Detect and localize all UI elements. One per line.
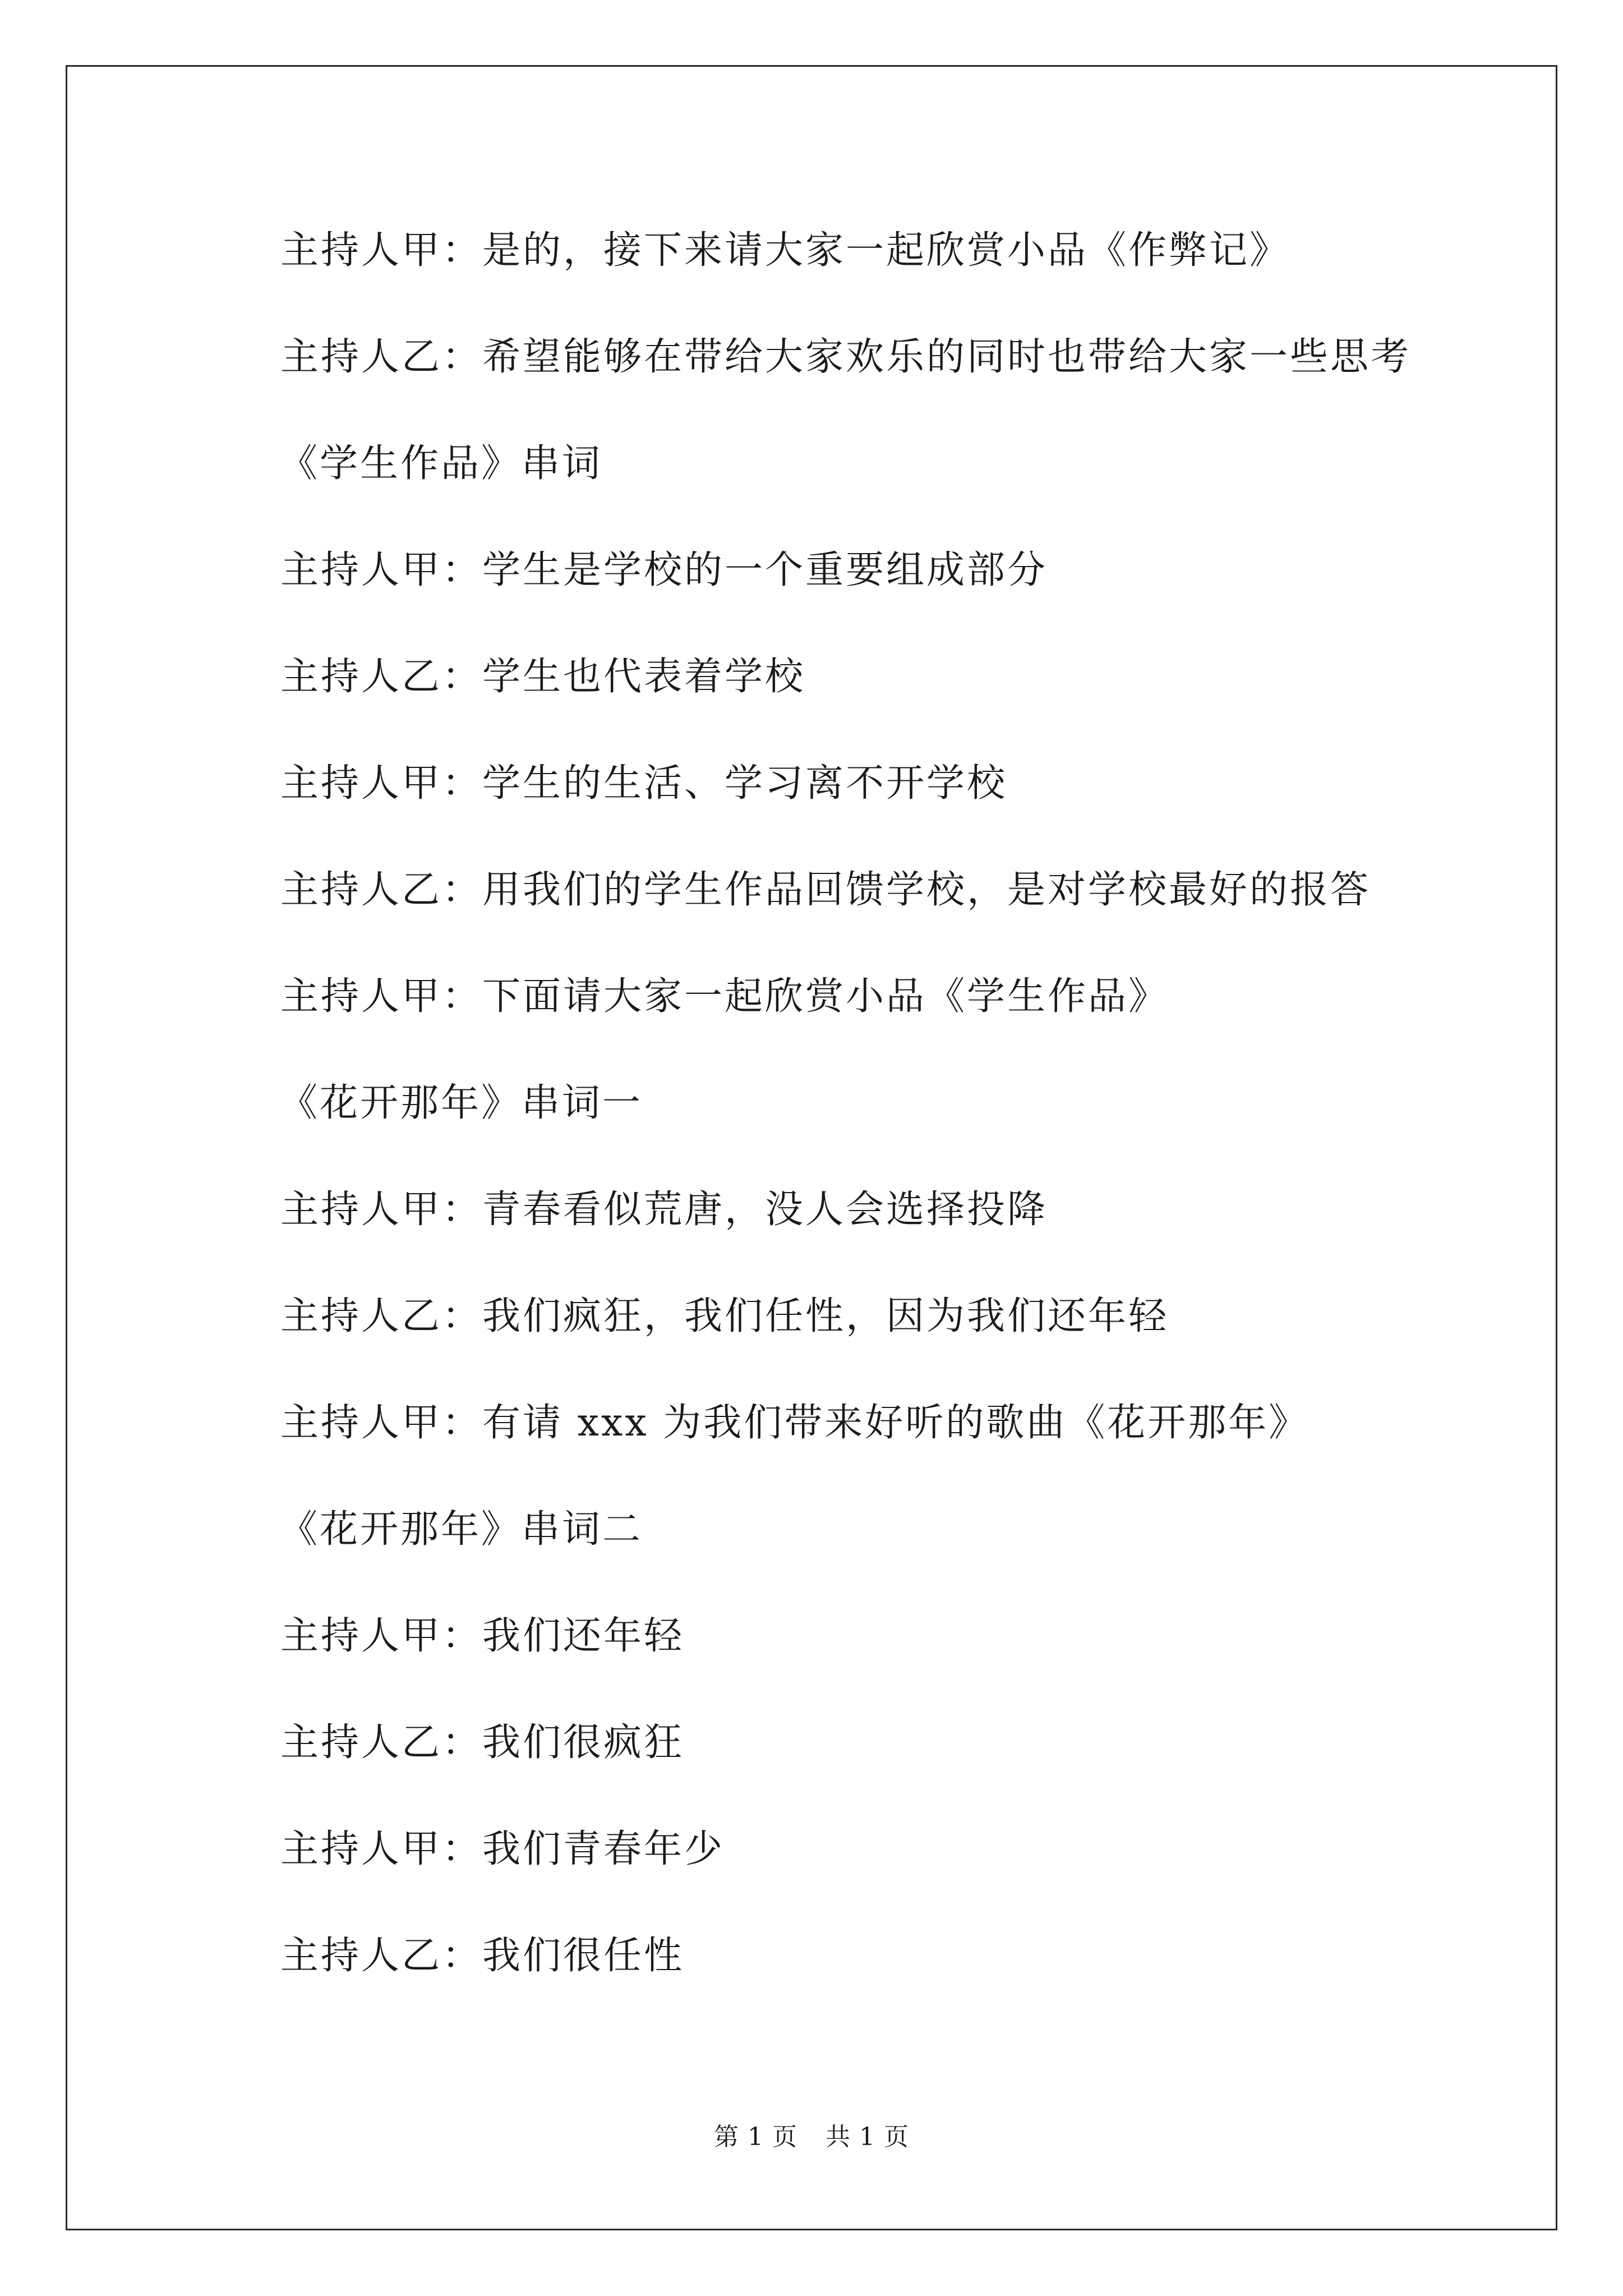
section-heading: 《花开那年》串词一 bbox=[279, 1081, 643, 1125]
dialogue-line: 主持人甲：有请 xxx 为我们带来好听的歌曲《花开那年》 bbox=[280, 1401, 1310, 1445]
dialogue-line: 主持人乙：我们很疯狂 bbox=[280, 1720, 685, 1765]
dialogue-line: 主持人甲：青春看似荒唐，没人会选择投降 bbox=[280, 1188, 1048, 1232]
dialogue-line: 主持人甲：下面请大家一起欣赏小品《学生作品》 bbox=[280, 974, 1169, 1019]
section-heading: 《学生作品》串词 bbox=[279, 441, 603, 486]
dialogue-line: 主持人乙：学生也代表着学校 bbox=[280, 655, 806, 699]
dialogue-line: 主持人乙：我们很任性 bbox=[280, 1934, 685, 1978]
dialogue-line: 主持人乙：希望能够在带给大家欢乐的同时也带给大家一些思考 bbox=[280, 335, 1412, 379]
dialogue-line: 主持人甲：我们青春年少 bbox=[280, 1827, 725, 1871]
dialogue-line: 主持人乙：我们疯狂，我们任性，因为我们还年轻 bbox=[280, 1294, 1169, 1338]
dialogue-line: 主持人甲：我们还年轻 bbox=[280, 1614, 685, 1658]
document-body bbox=[280, 223, 1514, 2035]
dialogue-line: 主持人乙：用我们的学生作品回馈学校，是对学校最好的报答 bbox=[280, 868, 1371, 912]
page-number-total: 共 1 页 bbox=[826, 2123, 909, 2151]
dialogue-line: 主持人甲：学生是学校的一个重要组成部分 bbox=[280, 548, 1048, 592]
page-footer bbox=[0, 2120, 1623, 2154]
dialogue-line: 主持人甲：学生的生活、学习离不开学校 bbox=[280, 761, 1008, 806]
section-heading: 《花开那年》串词二 bbox=[279, 1507, 643, 1552]
dialogue-line: 主持人甲：是的，接下来请大家一起欣赏小品《作弊记》 bbox=[280, 228, 1290, 273]
page-number-current: 第 1 页 bbox=[714, 2123, 797, 2151]
